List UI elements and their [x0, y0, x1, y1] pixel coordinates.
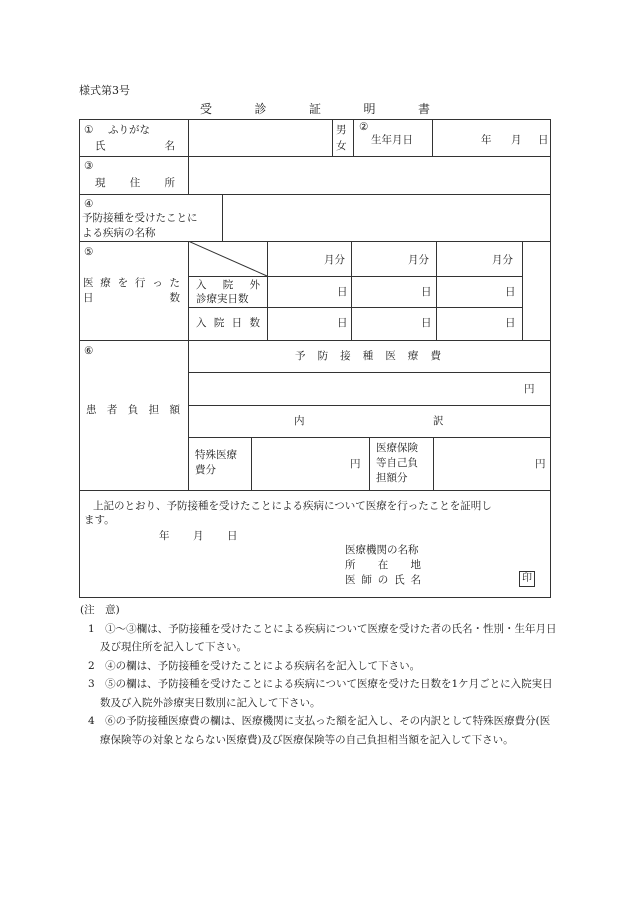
day-unit-1a: 日 — [337, 286, 348, 298]
notes-heading: (注 意) — [80, 604, 120, 616]
vline-r5-a — [188, 340, 189, 490]
rule-row1 — [79, 156, 551, 157]
insurance-label-1: 医療保険 — [376, 442, 418, 454]
note-item-3: 3 ⑤の欄は、予防接種を受けたことによる疾病について医療を受けた日数を1ケ月ごとに入院実日数及び入院外診療実日数別に記入して下さい。 — [88, 678, 553, 709]
patient-burden-label: 患 者 負 担 額 — [86, 404, 180, 416]
institution-name-label: 医療機関の名称 — [345, 544, 419, 556]
address-location-label: 所 在 地 — [345, 559, 421, 571]
cost-total-yen: 円 — [524, 383, 535, 395]
birth-year: 年 — [481, 134, 492, 146]
vline-r3 — [222, 194, 223, 241]
note-item-2: 2 ④の欄は、予防接種を受けたことによる疾病名を記入して下さい。 — [88, 659, 421, 672]
document-title: 受 診 証 明 書 — [200, 102, 430, 116]
rule-row3 — [79, 241, 551, 242]
vline-r5-d — [433, 437, 434, 490]
certification-text-1: 上記のとおり、予防接種を受けたことによる疾病について医療を行ったことを証明し — [93, 500, 492, 512]
vline-r5-b — [251, 437, 252, 490]
vline-r4-d — [436, 241, 437, 340]
outpatient-label-1: 入 院 外 — [196, 279, 260, 291]
month-unit-3: 月分 — [492, 254, 513, 266]
birth-day: 日 — [538, 134, 549, 146]
special-cost-yen: 円 — [350, 458, 361, 470]
notes-section — [79, 601, 559, 749]
num-5: ⑤ — [84, 246, 94, 258]
form-number: 様式第3号 — [79, 84, 130, 97]
vline-r1-a — [188, 119, 189, 156]
rule-cost-2 — [188, 405, 551, 406]
doctor-name-label: 医 師 の 氏 名 — [345, 574, 421, 586]
cert-day: 日 — [227, 530, 238, 542]
sex-female: 女 — [336, 140, 347, 152]
rule-cost-1 — [188, 372, 551, 373]
day-unit-1c: 日 — [505, 286, 516, 298]
note-item-4: 4 ⑥の予防接種医療費の欄は、医療機関に支払った額を記入し、その内訳として特殊医療費分(医療保険等の対象とならない医療費)及び医療保険等の自己負担相当額を記入して下さい。 — [88, 715, 551, 746]
day-unit-2a: 日 — [337, 317, 348, 329]
month-unit-1: 月分 — [324, 254, 345, 266]
breakdown-right: 訳 — [433, 415, 444, 427]
breakdown-left: 内 — [294, 415, 305, 427]
birth-label: 生年月日 — [371, 134, 413, 146]
rule-days-2 — [188, 307, 523, 308]
day-unit-1b: 日 — [421, 286, 432, 298]
disease-label-1: 予防接種を受けたことに — [82, 212, 198, 224]
vline-r1-b — [332, 119, 333, 156]
address-label: 現 住 所 — [95, 177, 175, 189]
birth-month: 月 — [511, 134, 522, 146]
certification-text-2: ます。 — [84, 514, 115, 526]
num-3: ③ — [84, 160, 94, 172]
vline-r4-c — [351, 241, 352, 340]
special-cost-label-2: 費分 — [195, 464, 216, 476]
vline-r1-c — [353, 119, 354, 156]
disease-label-2: よる疾病の名称 — [82, 227, 156, 239]
day-unit-2c: 日 — [505, 317, 516, 329]
vline-r5-c — [369, 437, 370, 490]
diagonal-line — [188, 241, 268, 277]
note-item-1: 1 ①〜③欄は、予防接種を受けたことによる疾病について医療を受けた者の氏名・性別・生年月日及び現住所を記入して下さい。 — [88, 622, 557, 653]
num-2: ② — [359, 121, 369, 133]
num-6: ⑥ — [84, 345, 94, 357]
seal-mark: 印 — [519, 571, 535, 587]
num-1: ① — [84, 124, 94, 136]
cert-year: 年 — [159, 530, 170, 542]
name-label: 氏 名 — [95, 140, 175, 152]
num-4: ④ — [84, 198, 94, 210]
outpatient-label-2: 診療実日数 — [196, 293, 249, 305]
insurance-label-3: 担額分 — [376, 472, 408, 484]
cert-month: 月 — [193, 530, 204, 542]
insurance-yen: 円 — [535, 458, 546, 470]
vline-r2 — [188, 156, 189, 194]
rule-row4 — [79, 340, 551, 341]
inpatient-label: 入 院 日 数 — [196, 317, 260, 329]
rule-row2 — [79, 194, 551, 195]
day-unit-2b: 日 — [421, 317, 432, 329]
treatment-days-label-2: 日 数 — [83, 292, 180, 304]
insurance-label-2: 等自己負 — [376, 457, 418, 469]
vline-r4-e — [522, 241, 523, 340]
sex-male: 男 — [336, 124, 347, 136]
special-cost-label-1: 特殊医療 — [195, 449, 237, 461]
furigana-label: ふりがな — [108, 124, 150, 136]
month-unit-2: 月分 — [408, 254, 429, 266]
vaccination-cost-header: 予 防 接 種 医 療 費 — [295, 350, 441, 362]
vline-r1-d — [432, 119, 433, 156]
rule-row5 — [79, 490, 551, 491]
treatment-days-label-1: 医 療 を 行 っ た — [83, 277, 180, 289]
